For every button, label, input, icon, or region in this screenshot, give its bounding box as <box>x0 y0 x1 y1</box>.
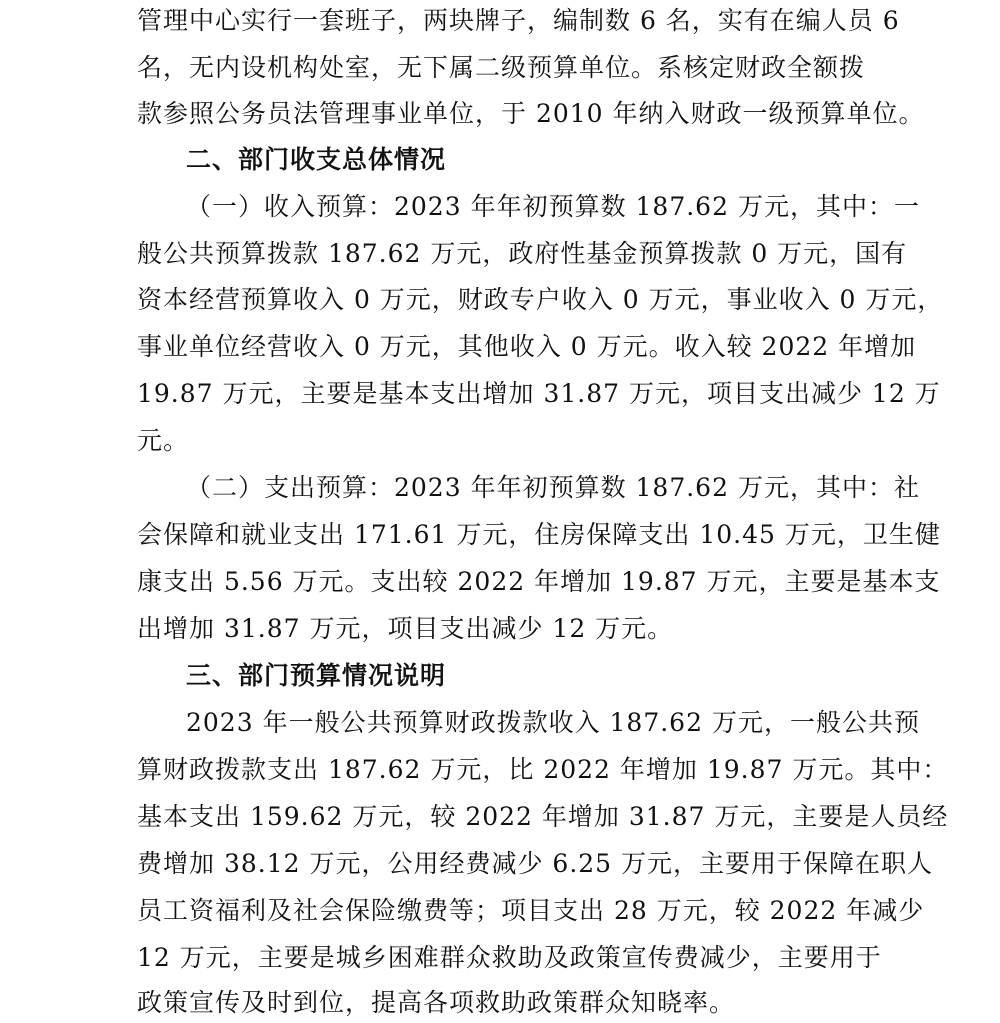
paragraph-line: 管理中心实行一套班子，两块牌子，编制数 6 名，实有在编人员 6 <box>137 6 900 35</box>
paragraph-line: 事业单位经营收入 0 万元，其他收入 0 万元。收入较 2022 年增加 <box>137 332 917 361</box>
paragraph-line: 政策宣传及时到位，提高各项救助政策群众知晓率。 <box>137 988 736 1017</box>
paragraph-line: 会保障和就业支出 171.61 万元，住房保障支出 10.45 万元，卫生健 <box>137 520 941 549</box>
section-heading-2: 二、部门收支总体情况 <box>186 145 447 174</box>
paragraph-line: 名，无内设机构处室，无下属二级预算单位。系核定财政全额拨 <box>137 53 866 82</box>
paragraph-line: 康支出 5.56 万元。支出较 2022 年增加 19.87 万元，主要是基本支 <box>137 567 941 596</box>
paragraph-line: 费增加 38.12 万元，公用经费减少 6.25 万元，主要用于保障在职人 <box>137 849 934 878</box>
paragraph-line: 款参照公务员法管理事业单位，于 2010 年纳入财政一级预算单位。 <box>137 99 925 128</box>
paragraph-line: 般公共预算拨款 187.62 万元，政府性基金预算拨款 0 万元，国有 <box>137 239 908 268</box>
section-heading-3: 三、部门预算情况说明 <box>186 661 447 690</box>
paragraph-line: 基本支出 159.62 万元，较 2022 年增加 31.87 万元，主要是人员经 <box>137 802 949 831</box>
paragraph-line: 算财政拨款支出 187.62 万元，比 2022 年增加 19.87 万元。其中： <box>137 755 949 784</box>
paragraph-line: 资本经营预算收入 0 万元，财政专户收入 0 万元，事业收入 0 万元， <box>137 285 944 314</box>
paragraph-line: 2023 年一般公共预算财政拨款收入 187.62 万元，一般公共预 <box>186 708 920 737</box>
paragraph-line: 元。 <box>137 426 190 455</box>
paragraph-line: 12 万元，主要是城乡困难群众救助及政策宣传费减少，主要用于 <box>137 943 882 972</box>
paragraph-line: 出增加 31.87 万元，项目支出减少 12 万元。 <box>137 614 674 643</box>
paragraph-line: （一）收入预算：2023 年年初预算数 187.62 万元，其中：一 <box>186 192 920 221</box>
paragraph-line: 19.87 万元，主要是基本支出增加 31.87 万元，项目支出减少 12 万 <box>137 379 941 408</box>
paragraph-line: 员工资福利及社会保险缴费等；项目支出 28 万元，较 2022 年减少 <box>137 896 925 925</box>
paragraph-line: （二）支出预算：2023 年年初预算数 187.62 万元，其中：社 <box>186 473 920 502</box>
